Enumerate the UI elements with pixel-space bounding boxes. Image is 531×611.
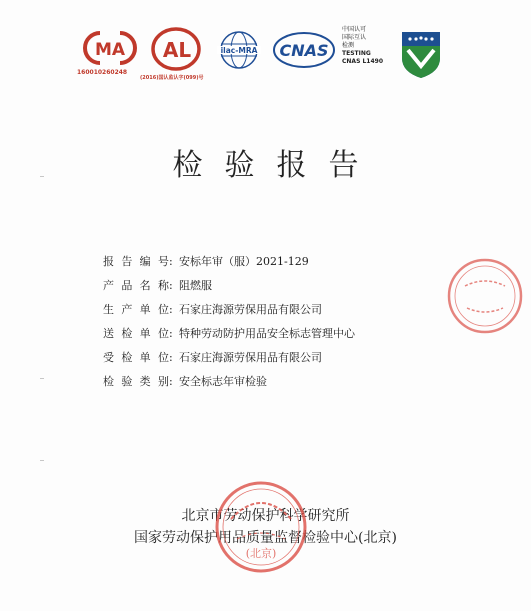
field-product-name: 产品名称: 阻燃服 bbox=[103, 274, 463, 298]
cnas-line: CNAS L1490 bbox=[342, 58, 384, 65]
report-fields bbox=[103, 250, 463, 394]
cnas-line: TESTING bbox=[342, 50, 371, 57]
field-label: 受检单位 bbox=[103, 351, 169, 364]
cnas-line: 检测 bbox=[342, 42, 355, 49]
cnas-line: 国际互认 bbox=[342, 34, 367, 41]
field-label: 检验类别 bbox=[103, 375, 169, 388]
official-seal-stamp bbox=[213, 479, 309, 575]
organization-name: 北京市劳动保护科学研究所 bbox=[181, 508, 350, 524]
field-label: 生产单位 bbox=[103, 303, 169, 316]
certification-logos bbox=[0, 20, 531, 100]
organization-center-name: 国家劳动保护用品质量监督检验中心(北京) bbox=[134, 530, 397, 546]
shield-stars-icon bbox=[400, 28, 442, 80]
report-title: 检验报告 bbox=[172, 148, 381, 183]
cma-logo bbox=[82, 30, 138, 66]
ilac-mra-logo bbox=[214, 30, 264, 70]
field-value: 阻燃服 bbox=[179, 279, 212, 292]
field-value: 安全标志年审检验 bbox=[179, 375, 267, 388]
svg-text:AL: AL bbox=[162, 38, 192, 62]
field-value: 石家庄海源劳保用品有限公司 bbox=[179, 303, 322, 316]
cal-caption: (2016)国认监认字(099)号 bbox=[140, 75, 204, 81]
field-manufacturer: 生产单位: 石家庄海源劳保用品有限公司 bbox=[103, 298, 463, 322]
field-inspection-type: 检验类别: 安全标志年审检验 bbox=[103, 370, 463, 394]
svg-text:(北京): (北京) bbox=[245, 547, 277, 560]
field-report-number: 报告编号: 安标年审（服）2021-129 bbox=[103, 250, 463, 274]
field-value: 特种劳动防护用品安全标志管理中心 bbox=[179, 327, 355, 340]
field-submitting-unit: 送检单位: 特种劳动防护用品安全标志管理中心 bbox=[103, 322, 463, 346]
cnas-line: 中国认可 bbox=[342, 26, 367, 33]
field-value: 安标年审（服）2021-129 bbox=[179, 255, 309, 268]
svg-text:MA: MA bbox=[94, 40, 126, 60]
svg-text:ilac-MRA: ilac-MRA bbox=[220, 46, 258, 55]
field-inspected-unit: 受检单位: 石家庄海源劳保用品有限公司 bbox=[103, 346, 463, 370]
field-label: 产品名称 bbox=[103, 279, 169, 292]
side-seal-stamp bbox=[445, 256, 525, 336]
cma-number: 160010260248 bbox=[77, 69, 128, 76]
cal-logo bbox=[150, 26, 202, 72]
svg-text:CNAS: CNAS bbox=[279, 41, 329, 60]
field-label: 送检单位 bbox=[103, 327, 169, 340]
cnas-logo bbox=[272, 30, 336, 70]
cnas-accreditation-text bbox=[342, 26, 402, 66]
field-value: 石家庄海源劳保用品有限公司 bbox=[179, 351, 322, 364]
field-label: 报告编号 bbox=[103, 255, 169, 268]
